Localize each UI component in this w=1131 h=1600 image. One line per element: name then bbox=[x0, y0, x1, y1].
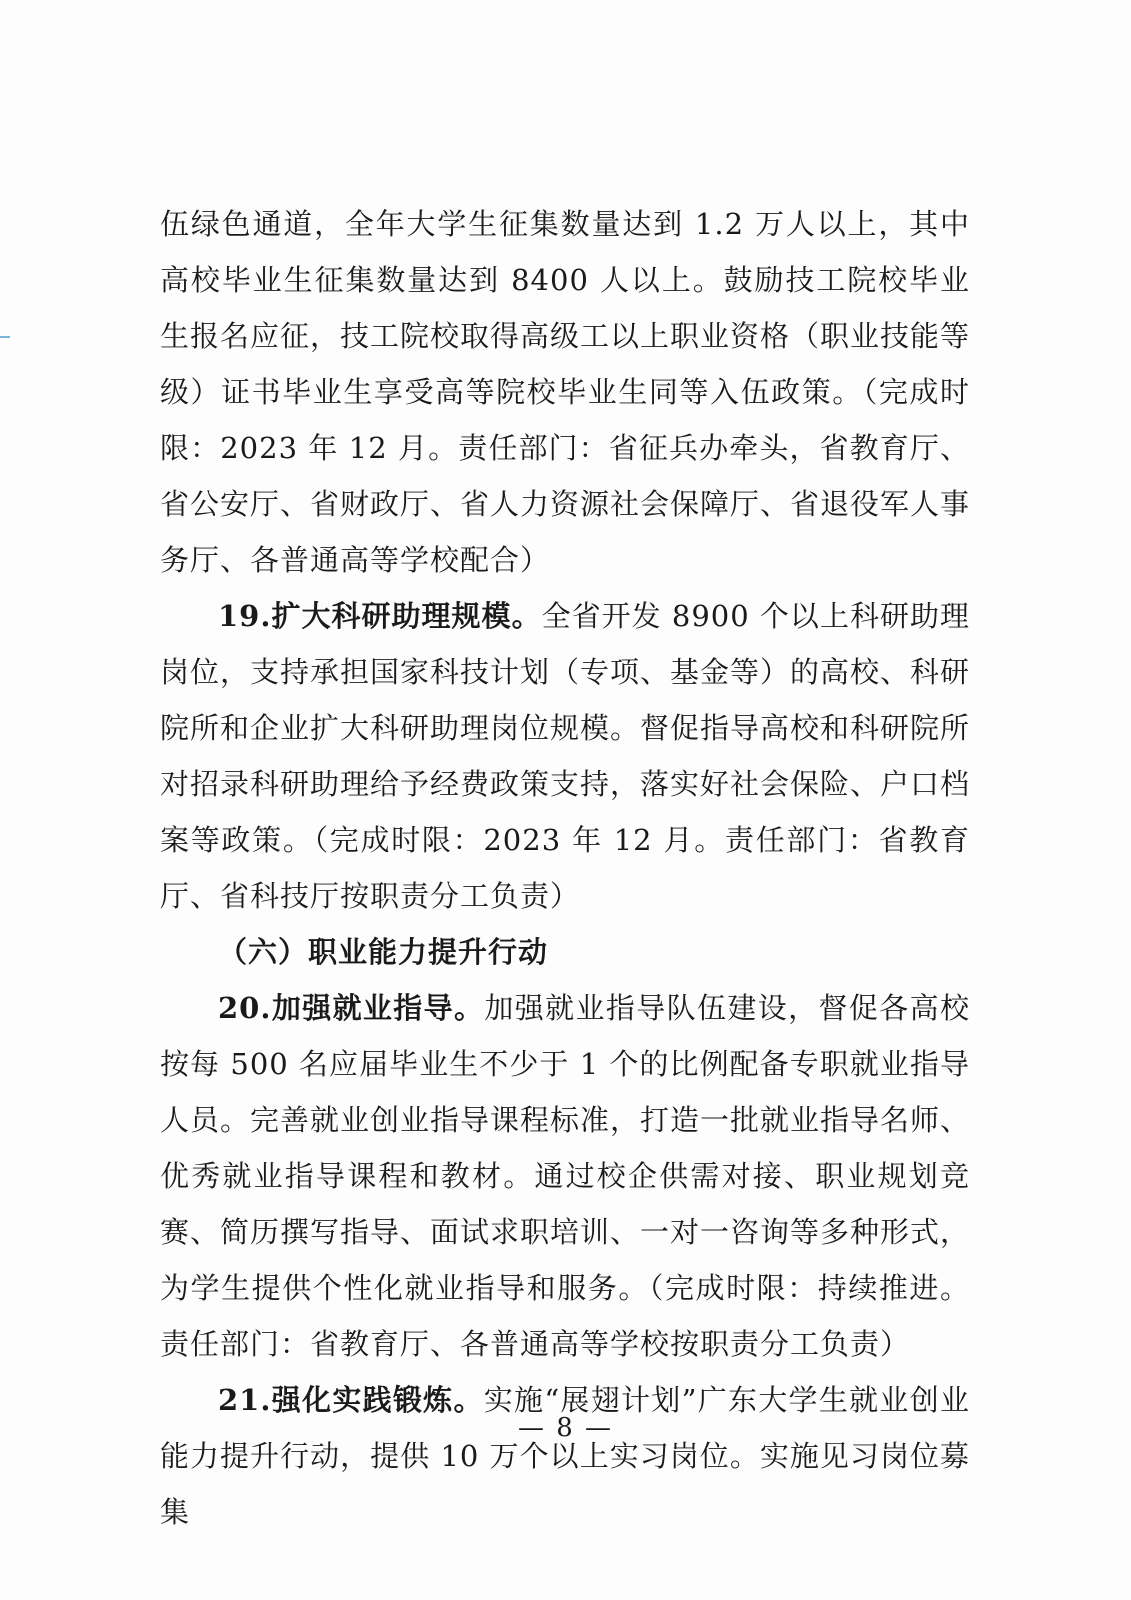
page-number: — 8 — bbox=[517, 1413, 614, 1443]
item-19-paragraph bbox=[160, 588, 970, 924]
scan-edge-mark bbox=[0, 336, 10, 338]
page-content bbox=[160, 196, 970, 1540]
item-19-body: 全省开发 8900 个以上科研助理岗位，支持承担国家科技计划（专项、基金等）的高校、科研院所和企业扩大科研助理岗位规模。督促指导高校和科研院所对招录科研助理给予经费政策支持，落实好社会保险、户口档案等政策。（完成时限：2023 年 12 月。责任部门：省教育厅、省科技厅按职责分工负责） bbox=[160, 599, 971, 913]
item-21-paragraph bbox=[160, 1372, 970, 1540]
item-21-body: 实施“展翅计划”广东大学生就业创业能力提升行动，提供 10 万个以上实习岗位。实施见习岗位募集 bbox=[160, 1383, 970, 1529]
item-20-title: 20.加强就业指导。 bbox=[218, 991, 485, 1025]
continuation-paragraph: 伍绿色通道，全年大学生征集数量达到 1.2 万人以上，其中高校毕业生征集数量达到 8400 人以上。鼓励技工院校毕业生报名应征，技工院校取得高级工以上职业资格（职业技能等级）证书毕业生享受高等院校毕业生同等入伍政策。（完成时限：2023 年 12 月。责任部门：省征兵办牵头，省教育厅、省公安厅、省财政厅、省人力资源社会保障厅、省退役军人事务厅、各普通高等学校配合） bbox=[160, 207, 971, 577]
item-19-title: 19.扩大科研助理规模。 bbox=[218, 599, 542, 633]
section-6-heading: （六）职业能力提升行动 bbox=[218, 935, 549, 969]
item-20-body: 加强就业指导队伍建设，督促各高校按每 500 名应届毕业生不少于 1 个的比例配备专职就业指导人员。完善就业创业指导课程标准，打造一批就业指导名师、优秀就业指导课程和教材。通过校企供需对接、职业规划竞赛、简历撰写指导、面试求职培训、一对一咨询等多种形式，为学生提供个性化就业指导和服务。（完成时限：持续推进。责任部门：省教育厅、各普通高等学校按职责分工负责） bbox=[160, 991, 971, 1361]
item-21-title: 21.强化实践锻炼。 bbox=[218, 1383, 484, 1417]
item-20-paragraph bbox=[160, 980, 970, 1372]
